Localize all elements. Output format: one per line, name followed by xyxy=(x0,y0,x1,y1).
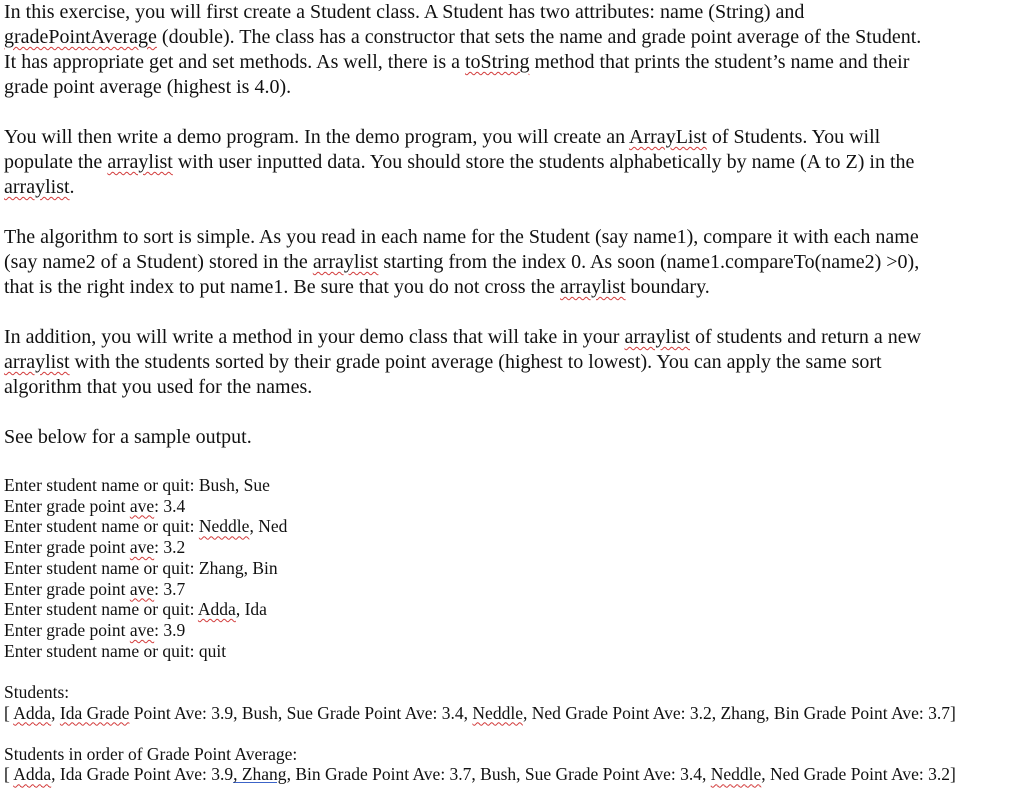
spellcheck-word: ave xyxy=(129,578,155,599)
text-run: , Ida xyxy=(235,599,267,620)
text-run: of Students. You will xyxy=(706,126,881,148)
sample-line xyxy=(4,496,1024,517)
text-run: (say name2 of a Student) stored in the xyxy=(4,251,313,273)
text-run: , Ned Grade Point Ave: 3.2, Zhang, Bin Grade Point Ave: 3.7] xyxy=(522,702,956,723)
paragraph-algorithm xyxy=(4,225,1018,300)
text-run: Enter grade point xyxy=(4,537,130,558)
students-label: Students: xyxy=(4,681,70,702)
spellcheck-word: arraylist xyxy=(4,351,70,373)
text-run: Enter grade point xyxy=(4,619,130,640)
text-run: grade point average (highest is 4.0). xyxy=(4,76,292,98)
spellcheck-word: Ida Grade xyxy=(59,702,130,723)
text-run: : 3.4 xyxy=(154,495,186,516)
spellcheck-word: Adda xyxy=(13,702,52,723)
grammar-flag: , Zhang xyxy=(233,764,287,785)
text-run: : 3.9 xyxy=(154,619,186,640)
text-run: . xyxy=(69,176,75,198)
text-run: , xyxy=(51,702,60,723)
text-run: You will then write a demo program. In the demo program, you will create an xyxy=(4,126,630,148)
text-run: (double). The class has a constructor that sets the name and grade point average of the Student. xyxy=(156,26,922,48)
text-run: , Bin Grade Point Ave: 3.7, Bush, Sue Grade Point Ave: 3.4, xyxy=(286,764,711,785)
text-run: boundary. xyxy=(625,276,710,298)
spellcheck-word: ave xyxy=(129,619,155,640)
paragraph-demo-program xyxy=(4,125,1018,200)
text-run: of students and return a new xyxy=(689,326,922,348)
text-run: starting from the index 0. As soon (name1.compareTo(name2) >0), xyxy=(378,251,920,273)
text-run: populate the xyxy=(4,151,108,173)
spellcheck-word: gradePointAverage xyxy=(4,26,157,48)
sample-output xyxy=(4,475,1024,785)
text-run: that is the right index to put name1. Be sure that you do not cross the xyxy=(4,276,561,298)
paragraph-sort-method xyxy=(4,325,1018,400)
text-run: Enter student name or quit: xyxy=(4,516,199,537)
text-run: , Ned xyxy=(249,516,288,537)
text-run: Enter grade point xyxy=(4,578,130,599)
text-run: algorithm that you used for the names. xyxy=(4,376,313,398)
sample-line: Enter student name or quit: Zhang, Bin xyxy=(4,557,278,578)
spellcheck-word: arraylist xyxy=(624,326,690,348)
spellcheck-word: ave xyxy=(129,495,155,516)
paragraph-sample-intro xyxy=(4,425,1018,450)
text-run: Point Ave: 3.9, Bush, Sue Grade Point Ave: 3.4, xyxy=(129,702,473,723)
text-run: , Ida Grade Point Ave: 3.9 xyxy=(51,764,234,785)
spellcheck-word: ave xyxy=(129,537,155,558)
text-run: In this exercise, you will first create a Student class. A Student has two attributes: name (String) and xyxy=(4,1,805,23)
spellcheck-word: toString xyxy=(465,51,530,73)
text-run: Enter student name or quit: xyxy=(4,599,198,620)
sample-line xyxy=(4,537,1024,558)
spellcheck-word: Neddle xyxy=(710,764,762,785)
paragraph-student-class xyxy=(4,0,1018,100)
text-run: with the students sorted by their grade point average (highest to lowest). You can apply the same sort xyxy=(69,351,882,373)
spellcheck-word: Adda xyxy=(13,764,52,785)
spellcheck-word: arraylist xyxy=(107,151,173,173)
spellcheck-word: arraylist xyxy=(312,251,379,273)
text-run: [ xyxy=(4,702,14,723)
sample-line xyxy=(4,579,1024,600)
text-run: The algorithm to sort is simple. As you read in each name for the Student (say name1), compare it with each name xyxy=(4,226,919,248)
spellcheck-word: Neddle xyxy=(198,516,250,537)
text-run: Enter grade point xyxy=(4,495,130,516)
text-run: : 3.7 xyxy=(154,578,186,599)
text-run: [ xyxy=(4,764,14,785)
text-run: method that prints the student’s name and their xyxy=(529,51,910,73)
spellcheck-word: Adda xyxy=(197,599,236,620)
text-run: In addition, you will write a method in your demo class that will take in your xyxy=(4,326,625,348)
text-run: , Ned Grade Point Ave: 3.2] xyxy=(761,764,956,785)
sorted-students-list xyxy=(4,764,1024,785)
text-run: See below for a sample output. xyxy=(4,426,252,448)
sample-line: Enter student name or quit: quit xyxy=(4,640,227,661)
spellcheck-word: Neddle xyxy=(472,702,523,723)
spellcheck-word: arraylist xyxy=(4,176,70,198)
text-run: It has appropriate get and set methods. As well, there is a xyxy=(4,51,465,73)
sample-line: Enter student name or quit: Bush, Sue xyxy=(4,475,270,495)
spellcheck-word: arraylist xyxy=(560,276,626,298)
students-list xyxy=(4,703,1024,724)
text-run: with user inputted data. You should store the students alphabetically by name (A to Z) in the xyxy=(172,151,915,173)
text-run: : 3.2 xyxy=(154,537,186,558)
spellcheck-word: ArrayList xyxy=(629,126,707,148)
sample-line xyxy=(4,599,1024,620)
sample-line xyxy=(4,516,1024,537)
sample-line xyxy=(4,620,1024,641)
order-label: Students in order of Grade Point Average: xyxy=(4,743,298,764)
